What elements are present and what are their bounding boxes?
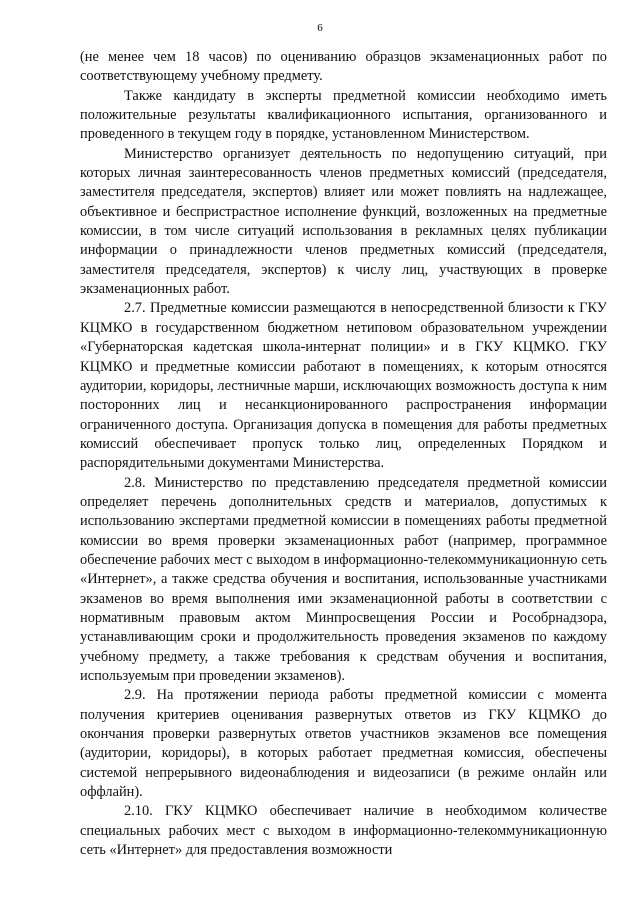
document-body	[80, 48, 607, 860]
page-number: 6	[317, 22, 323, 34]
paragraph-2-10: 2.10. ГКУ КЦМКО обеспечивает наличие в необходимом количестве специальных рабочих мест с выходом в информационно-телекоммуникационную сеть «Интернет» для предоставления возможности	[80, 803, 607, 859]
paragraph-qualification-test: Также кандидату в эксперты предметной комиссии необходимо иметь положительные результаты квалификационного испытания, организованного и проведенного в текущем году в порядке, установленном Министерством.	[80, 87, 607, 143]
paragraph-continuation: (не менее чем 18 часов) по оцениванию образцов экзаменационных работ по соответствующему учебному предмету.	[80, 49, 607, 85]
paragraph-conflict-of-interest: Министерство организует деятельность по недопущению ситуаций, при которых личная заинтересованность членов предметных комиссий (председателя, заместителя председателя, экспертов) влияет или может повлиять на надлежащее, объективное и беспристрастное исполнение функций, возложенных на предметные комиссии, в том числе ситуаций использования в рекламных целях публикации информации о принадлежности членов предметных комиссий (председателя, заместителя председателя, экспертов) к числу лиц, участвующих в проверке экзаменационных работ.	[80, 145, 607, 298]
paragraph-2-9: 2.9. На протяжении периода работы предметной комиссии с момента получения критериев оценивания развернутых ответов из ГКУ КЦМКО до окончания проверки развернутых ответов участников экзаменов все помещения (аудитории, коридоры), в которых работает предметная комиссия, обеспечены системой непрерывного видеонаблюдения и видеозаписи (в режиме онлайн или оффлайн).	[80, 687, 607, 801]
paragraph-2-8: 2.8. Министерство по представлению председателя предметной комиссии определяет перечень дополнительных средств и материалов, допустимых к использованию экспертами предметной комиссии в помещениях работы предметной комиссии во время проверки экзаменационных работ (например, программное обеспечение рабочих мест с выходом в информационно-телекоммуникационную сеть «Интернет», а также средства обучения и воспитания, использованные участниками экзаменов во время выполнения ими экзаменационной работы в соответствии с нормативным правовым актом Минпросвещения России и Рособрнадзора, устанавливающим сроки и продолжительность проведения экзаменов по каждому учебному предмету, а также требования к средствам обучения и воспитания, используемым при проведении экзаменов).	[80, 474, 607, 684]
paragraph-2-7: 2.7. Предметные комиссии размещаются в непосредственной близости к ГКУ КЦМКО в государственном бюджетном нетиповом образовательном учреждении «Губернаторская кадетская школа-интернат полиции» и в ГКУ КЦМКО. ГКУ КЦМКО и предметные комиссии работают в помещениях, к которым относятся аудитории, коридоры, лестничные марши, исключающих возможность доступа к ним посторонних лиц и несанкционированного распространения информации ограниченного доступа. Организация допуска в помещения для работы предметных комиссий обеспечивает пропуск только лиц, определенных Порядком и распорядительными документами Министерства.	[80, 300, 607, 472]
